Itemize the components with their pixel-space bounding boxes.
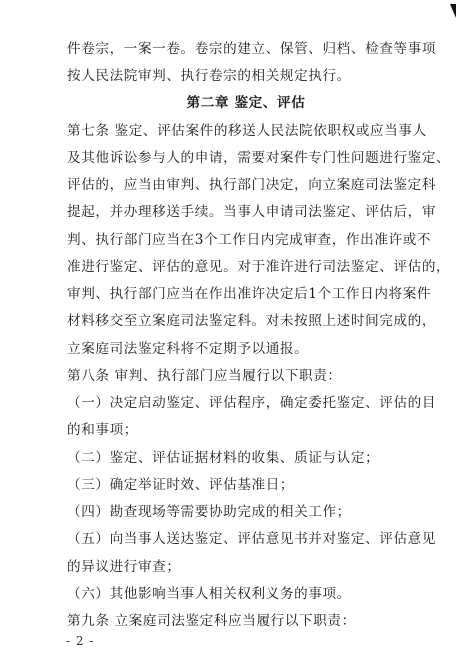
text-line: 评估的，应当由审判、执行部门决定，向立案庭司法鉴定科 — [67, 177, 437, 193]
text-line: 的和事项； — [67, 422, 138, 438]
text-line: 第九条 立案庭司法鉴定科应当履行以下职责： — [67, 613, 356, 629]
text-line: 第八条 审判、执行部门应当履行以下职责： — [67, 368, 342, 384]
text-line: 审判、执行部门应当在作出准许决定后1个工作日内将案件 — [67, 286, 432, 302]
page-number: - 2 - — [66, 634, 95, 648]
chapter-heading: 第二章 鉴定、评估 — [186, 95, 306, 111]
text-line: （六）其他影响当事人相关权利义务的事项。 — [67, 586, 351, 602]
text-line: 按人民法院审判、执行卷宗的相关规定执行。 — [67, 68, 351, 84]
text-line: 提起，并办理移送手续。当事人申请司法鉴定、评估后，审 — [67, 204, 437, 220]
text-line: 第七条 鉴定、评估案件的移送人民法院依职权或应当事人 — [67, 123, 427, 139]
text-line: （三）确定举证时效、评估基准日； — [67, 477, 295, 493]
text-line: 立案庭司法鉴定科将不定期予以通报。 — [67, 341, 309, 357]
text-line: 准进行鉴定、评估的意见。对于准许进行司法鉴定、评估的， — [67, 259, 451, 275]
text-line: 及其他诉讼参与人的申请，需要对案件专门性问题进行鉴定、 — [67, 150, 451, 166]
text-line: 件卷宗，一案一卷。卷宗的建立、保管、归档、检查等事项 — [67, 41, 437, 57]
text-line: （五）向当事人送达鉴定、评估意见书并对鉴定、评估意见 — [67, 531, 437, 547]
text-line: 的异议进行审查； — [67, 559, 181, 575]
corner-mark-icon — [450, 4, 456, 18]
text-line: （一）决定启动鉴定、评估程序，确定委托鉴定、评估的目 — [67, 395, 437, 411]
text-line: 材料移交至立案庭司法鉴定科。对未按照上述时间完成的， — [67, 313, 437, 329]
text-line: 判、执行部门应当在3个工作日内完成审查，作出准许或不 — [67, 232, 432, 248]
text-line: （二）鉴定、评估证据材料的收集、质证与认定； — [67, 450, 380, 466]
text-line: （四）勘查现场等需要协助完成的相关工作； — [67, 504, 351, 520]
